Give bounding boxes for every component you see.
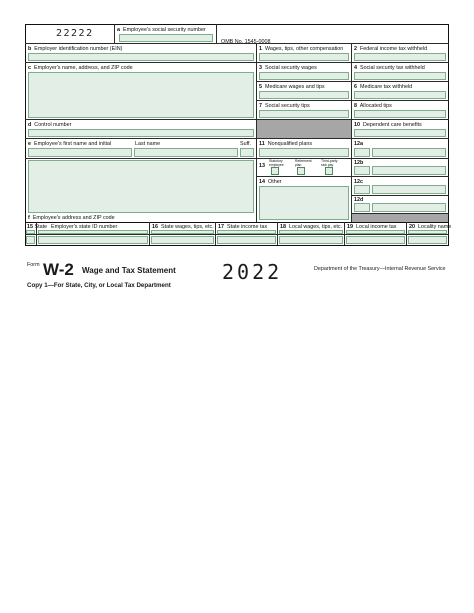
box-12-shaded: [352, 214, 448, 222]
box-12b-amount-field[interactable]: [372, 166, 446, 175]
employee-last-name-field[interactable]: [134, 148, 238, 157]
box-15-id-label: Employer's state ID number: [51, 224, 118, 230]
box-17-label: 17 State income tax: [218, 224, 268, 230]
w2-form-grid: [25, 24, 452, 246]
box-5-label: 5 Medicare wages and tips: [259, 84, 325, 90]
employee-suffix-field[interactable]: [240, 148, 254, 157]
box-e-label: e Employee's first name and initial: [28, 141, 112, 147]
state-field-2[interactable]: [26, 236, 35, 244]
box-18-label: 18 Local wages, tips, etc.: [280, 224, 343, 230]
ssn-field[interactable]: [119, 34, 213, 42]
form-name: W-2: [43, 260, 74, 279]
box-11-field[interactable]: [259, 148, 349, 157]
state-wages-field-2[interactable]: [151, 236, 214, 244]
box-14-field[interactable]: [259, 186, 349, 220]
row-line-12a: [351, 158, 449, 159]
control-number-field[interactable]: [28, 129, 254, 137]
box-13-thirdparty-label: Third-party sick pay: [321, 159, 338, 167]
box-7-field[interactable]: [259, 110, 349, 118]
row-line-e: [25, 158, 256, 159]
row-line-c: [25, 119, 256, 120]
box-d-label: d Control number: [28, 122, 72, 128]
local-wages-field-1[interactable]: [279, 230, 343, 234]
box-12a-label: 12a: [354, 141, 363, 147]
form-border-bottom: [25, 245, 449, 246]
row-line-state: [25, 222, 449, 223]
box-1-label: 1 Wages, tips, other compensation: [259, 46, 344, 52]
retirement-plan-checkbox[interactable]: [297, 167, 305, 175]
row-line-3: [256, 100, 449, 101]
third-party-sick-pay-checkbox[interactable]: [325, 167, 333, 175]
box-14-label: 14 Other: [259, 179, 282, 185]
box-1-field[interactable]: [259, 53, 349, 61]
employee-first-name-field[interactable]: [28, 148, 132, 157]
row-line-state-mid: [25, 234, 449, 235]
box-e-last-label: Last name: [135, 141, 161, 147]
tax-year: 2022: [222, 260, 283, 284]
row-line-b: [25, 62, 256, 63]
box-7-label: 7 Social security tips: [259, 103, 310, 109]
box-2-field[interactable]: [354, 53, 446, 61]
box-12d-amount-field[interactable]: [372, 203, 446, 212]
divider-a-omb: [216, 24, 217, 43]
box-10-label: 10 Dependent care benefits: [354, 122, 422, 128]
box-f-label: f Employee's address and ZIP code: [28, 215, 115, 221]
state-tax-field-1[interactable]: [217, 230, 276, 234]
box-4-label: 4 Social security tax withheld: [354, 65, 425, 71]
box-c-label: c Employer's name, address, and ZIP code: [28, 65, 133, 71]
box-8-label: 8 Allocated tips: [354, 103, 392, 109]
row-line-5: [256, 138, 449, 139]
row-line-1: [256, 62, 449, 63]
box-15-label: 15 State: [27, 224, 48, 230]
box-8-field[interactable]: [354, 110, 446, 118]
form-title: Wage and Tax Statement: [82, 266, 176, 275]
box-16-label: 16 State wages, tips, etc.: [152, 224, 214, 230]
ein-field[interactable]: [28, 53, 254, 61]
row-line-d: [25, 138, 256, 139]
statutory-employee-checkbox[interactable]: [271, 167, 279, 175]
box-12d-code-field[interactable]: [354, 203, 370, 212]
local-tax-field-2[interactable]: [346, 236, 405, 244]
locality-field-1[interactable]: [408, 230, 447, 234]
box-20-label: 20 Locality name: [409, 224, 452, 230]
box-13-statutory-label: Statutory employee: [269, 159, 284, 167]
box-b-label: b Employer identification number (EIN): [28, 46, 123, 52]
box-11-label: 11 Nonqualified plans: [259, 141, 313, 147]
row-line-2: [256, 81, 449, 82]
state-field-1[interactable]: [26, 230, 35, 234]
box-12c-label: 12c: [354, 179, 363, 185]
box-6-label: 6 Medicare tax withheld: [354, 84, 413, 90]
box-4-field[interactable]: [354, 72, 446, 80]
box-12a-amount-field[interactable]: [372, 148, 446, 157]
form-border-top: [25, 24, 449, 25]
box-10-field[interactable]: [354, 129, 446, 137]
box-a-label: a Employee's social security number: [117, 27, 206, 33]
box-12a-code-field[interactable]: [354, 148, 370, 157]
box-3-label: 3 Social security wages: [259, 65, 317, 71]
box-12c-amount-field[interactable]: [372, 185, 446, 194]
box-e-suffix-label: Suff.: [240, 141, 251, 147]
form-border-left: [25, 24, 26, 246]
state-id-field-1[interactable]: [38, 230, 148, 234]
box-13-retirement-label: Retirement plan: [295, 159, 312, 167]
void-code: 22222: [56, 28, 94, 39]
state-id-field-2[interactable]: [38, 236, 148, 244]
divider-void-a: [114, 24, 115, 43]
form-word: Form: [27, 262, 40, 268]
box-3-field[interactable]: [259, 72, 349, 80]
box-5-field[interactable]: [259, 91, 349, 99]
box-12b-code-field[interactable]: [354, 166, 370, 175]
omb-number: OMB No. 1545-0008: [221, 39, 271, 45]
box-12d-label: 12d: [354, 197, 364, 203]
employee-address-field[interactable]: [28, 160, 254, 213]
copy-designation: Copy 1—For State, City, or Local Tax Department: [27, 282, 171, 289]
employer-name-address-field[interactable]: [28, 72, 254, 118]
state-tax-field-2[interactable]: [217, 236, 276, 244]
box-12c-code-field[interactable]: [354, 185, 370, 194]
row-line-12c: [351, 195, 449, 196]
box-6-field[interactable]: [354, 91, 446, 99]
local-wages-field-2[interactable]: [279, 236, 343, 244]
box-12b-label: 12b: [354, 160, 364, 166]
local-tax-field-1[interactable]: [346, 230, 405, 234]
box-19-label: 19 Local income tax: [347, 224, 397, 230]
department-label: Department of the Treasury—Internal Revenue Service: [314, 266, 446, 272]
box-9-shaded: [257, 120, 351, 138]
row-line-12b: [351, 176, 449, 177]
locality-field-2[interactable]: [408, 236, 447, 244]
state-wages-field-1[interactable]: [151, 230, 214, 234]
box-2-label: 2 Federal income tax withheld: [354, 46, 428, 52]
box-13-label: 13: [259, 163, 265, 169]
row-line-13: [256, 176, 351, 177]
